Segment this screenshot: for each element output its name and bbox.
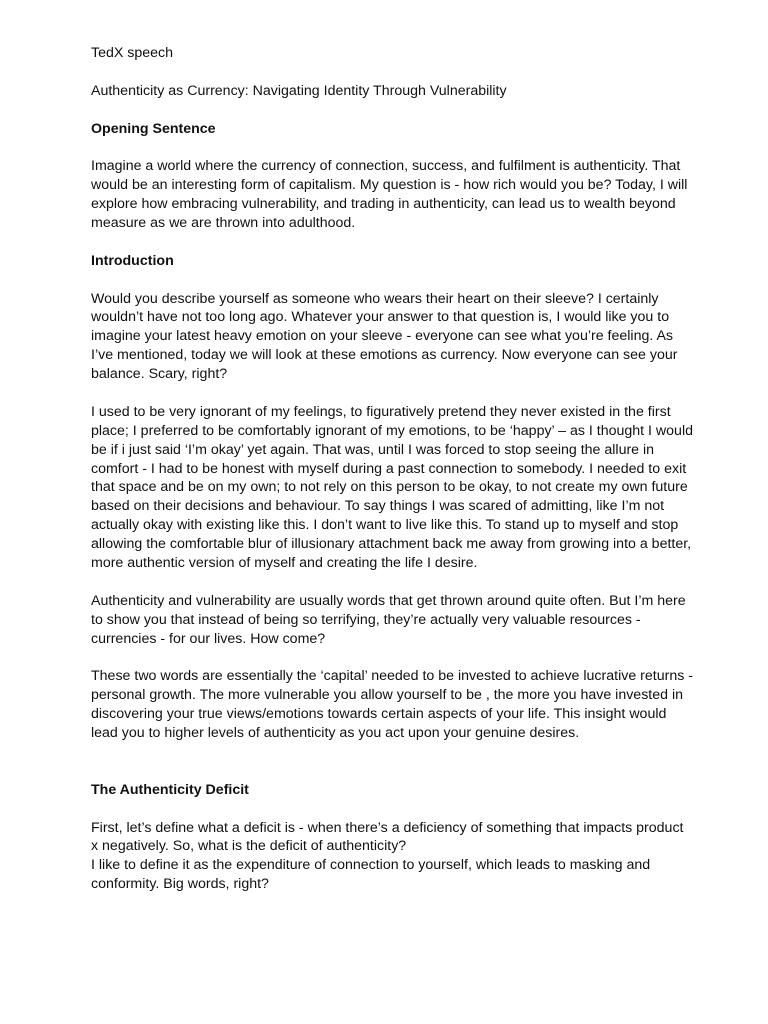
paragraph-line: Imagine a world where the currency of connection, success, and fulfilment is authenticity. That [91, 158, 681, 175]
paragraph-introduction-4 [91, 667, 691, 743]
paragraph-line: allowing the comfortable blur of illusionary attachment back me away from growing into a better, [91, 536, 692, 553]
paragraph-line: be if i just said ‘I’m okay’ yet again. That was, until I was forced to stop seeing the allure in [91, 441, 655, 458]
paragraph-line: Would you describe yourself as someone who wears their heart on their sleeve? I certainly [91, 290, 659, 307]
paragraph-line: measure as we are thrown into adulthood. [91, 215, 356, 232]
paragraph-line: I used to be very ignorant of my feelings, to figuratively pretend they never existed in the first [91, 403, 671, 420]
paragraph-introduction-3 [91, 592, 691, 649]
paragraph-line: comfort - I had to be honest with myself during a past connection to somebody. I needed to exit [91, 460, 687, 477]
paragraph-line: place; I preferred to be comfortably ignorant of my emotions, to be ‘happy’ – as I thought I would [91, 422, 693, 439]
paragraph-line: to show you that instead of being so terrifying, they’re actually very valuable resources - [91, 611, 641, 628]
paragraph-line: imagine your latest heavy emotion on your sleeve - everyone can see what you’re feeling. As [91, 328, 674, 345]
paragraph-line: actually okay with existing like this. I don’t want to live like this. To stand up to myself and stop [91, 517, 679, 534]
paragraph-line: based on their decisions and behaviour. To say things I was scared of admitting, like I’m not [91, 498, 665, 515]
paragraph-deficit-1 [91, 819, 691, 895]
paragraph-line: personal growth. The more vulnerable you allow yourself to be , the more you have invested in [91, 687, 684, 704]
paragraph-line: These two words are essentially the ‘capital’ needed to be invested to achieve lucrative returns - [91, 668, 693, 685]
paragraph-introduction-2 [91, 403, 691, 573]
document-label: TedX speech [91, 45, 174, 61]
paragraph-line: discovering your true views/emotions towards certain aspects of your life. This insight would [91, 706, 667, 723]
paragraph-line: more authentic version of myself and creating the life I desire. [91, 555, 478, 572]
document-title: Authenticity as Currency: Navigating Identity Through Vulnerability [91, 82, 507, 99]
paragraph-introduction-1 [91, 290, 691, 384]
paragraph-opening-1 [91, 157, 691, 233]
paragraph-line: I like to define it as the expenditure of connection to yourself, which leads to masking and [91, 857, 651, 874]
section-heading-introduction: Introduction [91, 252, 174, 269]
paragraph-line: that space and be on my own; to not rely on this person to be okay, to not create my own future [91, 479, 688, 496]
document-body [91, 44, 691, 894]
paragraph-line: balance. Scary, right? [91, 366, 228, 383]
paragraph-line: conformity. Big words, right? [91, 876, 269, 893]
paragraph-line: x negatively. So, what is the deficit of authenticity? [91, 838, 407, 855]
paragraph-line: Authenticity and vulnerability are usually words that get thrown around quite often. But I’m here [91, 592, 686, 609]
section-heading-opening: Opening Sentence [91, 120, 216, 137]
paragraph-line: would be an interesting form of capitalism. My question is - how rich would you be? Today, I will [91, 177, 688, 194]
paragraph-line: currencies - for our lives. How come? [91, 630, 326, 647]
paragraph-line: First, let’s define what a deficit is - when there’s a deficiency of something that impacts product [91, 819, 684, 836]
paragraph-line: lead you to higher levels of authenticity as you act upon your genuine desires. [91, 725, 580, 742]
section-heading-deficit: The Authenticity Deficit [91, 781, 249, 798]
paragraph-line: I’ve mentioned, today we will look at these emotions as currency. Now everyone can see your [91, 347, 678, 364]
paragraph-line: wouldn’t have not too long ago. Whatever your answer to that question is, I would like you to [91, 309, 670, 326]
paragraph-line: explore how embracing vulnerability, and trading in authenticity, can lead us to wealth beyond [91, 196, 676, 213]
